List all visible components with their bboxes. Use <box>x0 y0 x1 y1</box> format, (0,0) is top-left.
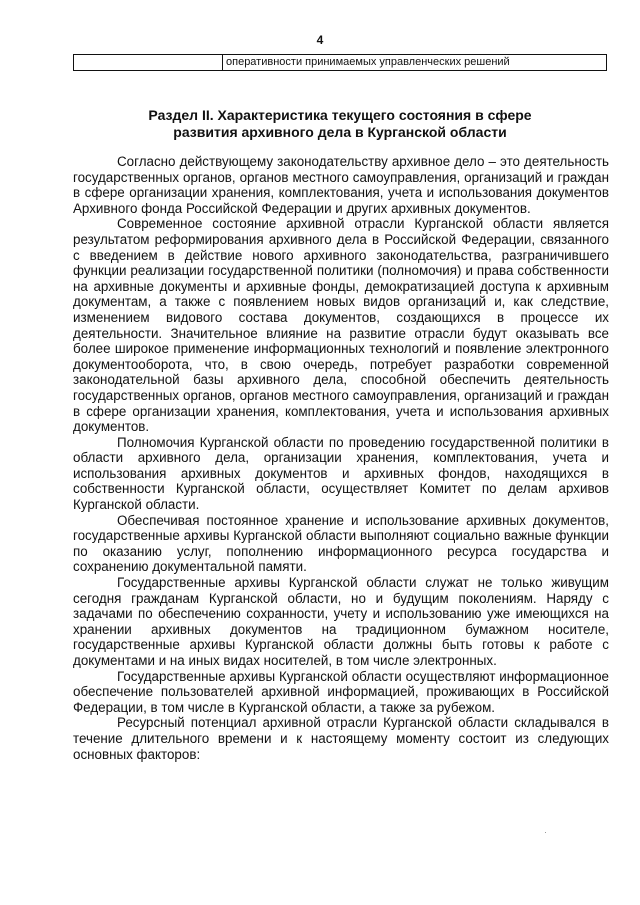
paragraph-5: Государственные архивы Курганской области служат не только живущим сегодня гражданам Курганской области, но и будущим поколениям. Наряду с задачами по обеспечению сохранности, учету и использованию уже имеющихся на хранении архивных документов на традиционном бумажном носителе, государственные архивы Курганской области должны быть готовы к работе с документами и на иных видах носителей, в том числе электронных. <box>73 575 609 668</box>
table-cell-right: оперативности принимаемых управленческих решений <box>226 56 510 68</box>
page-number: 4 <box>316 33 324 47</box>
table-fragment <box>73 54 607 71</box>
scan-artifact <box>545 832 546 833</box>
paragraph-1: Согласно действующему законодательству архивное дело – это деятельность государственных органов, органов местного самоуправления, организаций и граждан в сфере организации хранения, комплектования, учета и использования документов Архивного фонда Российской Федерации и других архивных документов. <box>73 154 609 216</box>
table-cell-left <box>74 55 223 70</box>
paragraph-3: Полномочия Курганской области по проведению государственной политики в области архивного дела, организации хранения, комплектования, учета и использования архивных документов и архивных фондов, находящихся в собственности Курганской области, осуществляет Комитет по делам архивов Курганской области. <box>73 434 609 513</box>
paragraph-2: Современное состояние архивной отрасли Курганской области является результатом реформирования архивного дела в Российской Федерации, связанного с введением в действие нового архивного законодательства, разграничившего функции реализации государственной политики (полномочия) и права собственности на архивные документы и архивные фонды, демократизацией доступа к архивным документам, а также с появлением новых видов организаций и, как следствие, изменением видового состава документов, создающихся в процессе их деятельности. Значительное влияние на развитие отрасли будут оказывать все более широкое применение информационных технологий и появление электронного документооборота, что, в свою очередь, потребует разработки современной законодательной базы архивного дела, способной обеспечить деятельность государственных органов, органов местного самоуправления, организаций и граждан в сфере организации хранения, комплектования, учета и использования архивных документов. <box>73 216 609 435</box>
section-title <box>70 107 610 141</box>
body-text <box>73 154 609 762</box>
paragraph-6: Государственные архивы Курганской области осуществляют информационное обеспечение пользователей архивной информацией, проживающих в Российской Федерации, в том числе в Курганской области, а также за рубежом. <box>73 668 609 715</box>
paragraph-4: Обеспечивая постоянное хранение и использование архивных документов, государственные архивы Курганской области выполняют социально важные функции по оказанию услуг, пополнению информационного ресурса государства и сохранению документальной памяти. <box>73 512 609 575</box>
paragraph-7: Ресурсный потенциал архивной отрасли Курганской области складывался в течение длительного времени и к настоящему моменту состоит из следующих основных факторов: <box>73 715 609 762</box>
section-title-line2: развития архивного дела в Курганской области <box>173 124 507 140</box>
section-title-line1: Раздел II. Характеристика текущего состояния в сфере <box>148 107 532 123</box>
